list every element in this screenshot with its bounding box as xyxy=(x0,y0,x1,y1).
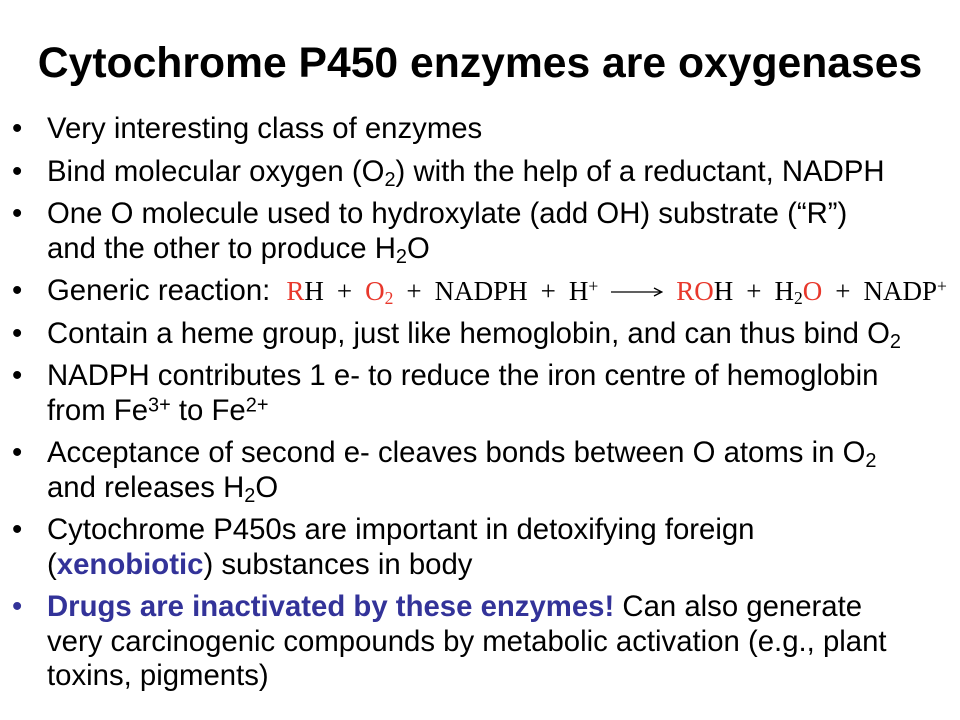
bullet-line xyxy=(47,112,960,147)
bullet-marker: • xyxy=(12,316,23,350)
bullet-line xyxy=(47,436,960,471)
bullet-item xyxy=(0,155,960,190)
subscript: 2 xyxy=(889,330,901,353)
subscript: 2 xyxy=(244,484,256,507)
bullet-line xyxy=(47,513,960,548)
superscript: 3+ xyxy=(148,394,171,417)
bullet-marker: • xyxy=(12,154,23,188)
bullet-marker: • xyxy=(12,590,23,623)
bullet-text: Cytochrome P450s are important in detoxifying foreign xyxy=(47,513,755,546)
subscript: 2 xyxy=(793,287,803,308)
bullet-list xyxy=(0,112,960,694)
bullet-item xyxy=(0,274,960,309)
plus-sign: + xyxy=(746,276,762,306)
bullet-marker: • xyxy=(12,359,23,392)
reactant-oxygen xyxy=(365,276,393,306)
bullet-item xyxy=(0,317,960,352)
bullet-item xyxy=(0,590,960,694)
bullet-text: Very interesting class of enzymes xyxy=(47,112,483,145)
bullet-text: toxins, pigments) xyxy=(47,659,269,692)
bullet-text: Acceptance of second e- cleaves bonds between O atoms in O xyxy=(47,436,866,469)
reactant-proton xyxy=(569,276,598,306)
product-hydroxylated xyxy=(676,276,733,306)
hydrogen: H xyxy=(568,276,589,306)
bullet-text: O xyxy=(255,470,279,504)
bullet-item xyxy=(0,436,960,505)
bullet-line xyxy=(47,232,960,267)
bullet-line xyxy=(47,548,960,583)
oxygen: O xyxy=(694,276,714,306)
superscript: 2+ xyxy=(245,394,269,417)
bullet-line xyxy=(47,659,960,694)
oxygen: O xyxy=(365,276,385,306)
slide-title: Cytochrome P450 enzymes are oxygenases xyxy=(37,39,923,87)
bullet-line xyxy=(47,359,960,394)
bullet-text: and releases H xyxy=(47,470,245,504)
subscript: 2 xyxy=(865,449,877,472)
plus-sign: + xyxy=(835,276,851,306)
bullet-text: One O molecule used to hydroxylate (add OH) substrate (“R”) xyxy=(47,197,848,230)
bullet-line xyxy=(47,394,960,429)
bullet-line xyxy=(47,155,960,190)
bullet-item xyxy=(0,112,960,147)
highlight-term: xenobiotic xyxy=(56,547,204,581)
bullet-text: and the other to produce H xyxy=(47,231,396,265)
reaction-arrow xyxy=(611,286,663,298)
r-group: R xyxy=(286,276,305,306)
bullet-line xyxy=(47,197,960,232)
hydrogen: H xyxy=(304,276,324,306)
bullet-text: from Fe xyxy=(47,393,149,427)
bullet-text: ) with the help of a reductant, NADPH xyxy=(395,154,885,188)
r-group: R xyxy=(676,276,695,306)
long-right-arrow-icon xyxy=(611,286,663,298)
bullet-text: Generic reaction: xyxy=(47,274,271,307)
highlight-text: Drugs are inactivated by these enzymes! xyxy=(47,590,615,623)
plus-sign: + xyxy=(540,276,556,306)
hydrogen: H xyxy=(774,276,794,306)
bullet-line xyxy=(47,471,960,506)
product-cofactor xyxy=(863,276,946,306)
bullet-text: Bind molecular oxygen (O xyxy=(47,154,385,188)
bullet-line xyxy=(47,317,960,352)
plus-sign: + xyxy=(406,276,422,306)
bullet-text: to Fe xyxy=(170,393,246,427)
reactant-cofactor: NADPH xyxy=(434,276,528,306)
hydrogen: H xyxy=(713,276,734,306)
product-water xyxy=(774,276,822,306)
bullet-marker: • xyxy=(12,197,23,230)
bullet-line xyxy=(47,625,960,660)
bullet-text: Contain a heme group, just like hemoglobin, and can thus bind O xyxy=(47,316,890,350)
bullet-item xyxy=(0,197,960,266)
superscript: + xyxy=(936,276,947,297)
bullet-line xyxy=(47,590,960,625)
bullet-marker: • xyxy=(12,274,23,307)
bullet-marker: • xyxy=(12,112,23,145)
bullet-marker: • xyxy=(12,436,23,469)
bullet-item xyxy=(0,513,960,582)
subscript: 2 xyxy=(395,245,408,268)
subscript: 2 xyxy=(384,168,396,191)
reaction-equation xyxy=(286,276,947,306)
bullet-text: ) substances in body xyxy=(203,547,473,581)
subscript: 2 xyxy=(384,287,394,308)
bullet-line xyxy=(47,274,960,309)
bullet-text: ( xyxy=(47,547,57,581)
bullet-text: very carcinogenic compounds by metabolic activation (e.g., plant xyxy=(47,624,887,658)
superscript: + xyxy=(588,276,599,297)
bullet-text: NADPH contributes 1 e- to reduce the iron centre of hemoglobin xyxy=(47,359,879,392)
oxygen: O xyxy=(802,276,823,306)
bullet-marker: • xyxy=(12,513,23,546)
reactant-substrate xyxy=(286,276,324,306)
plus-sign: + xyxy=(336,276,353,306)
cofactor: NADP xyxy=(863,276,937,306)
bullet-text: Can also generate xyxy=(614,590,863,623)
bullet-text: O xyxy=(407,231,430,265)
bullet-item xyxy=(0,359,960,428)
